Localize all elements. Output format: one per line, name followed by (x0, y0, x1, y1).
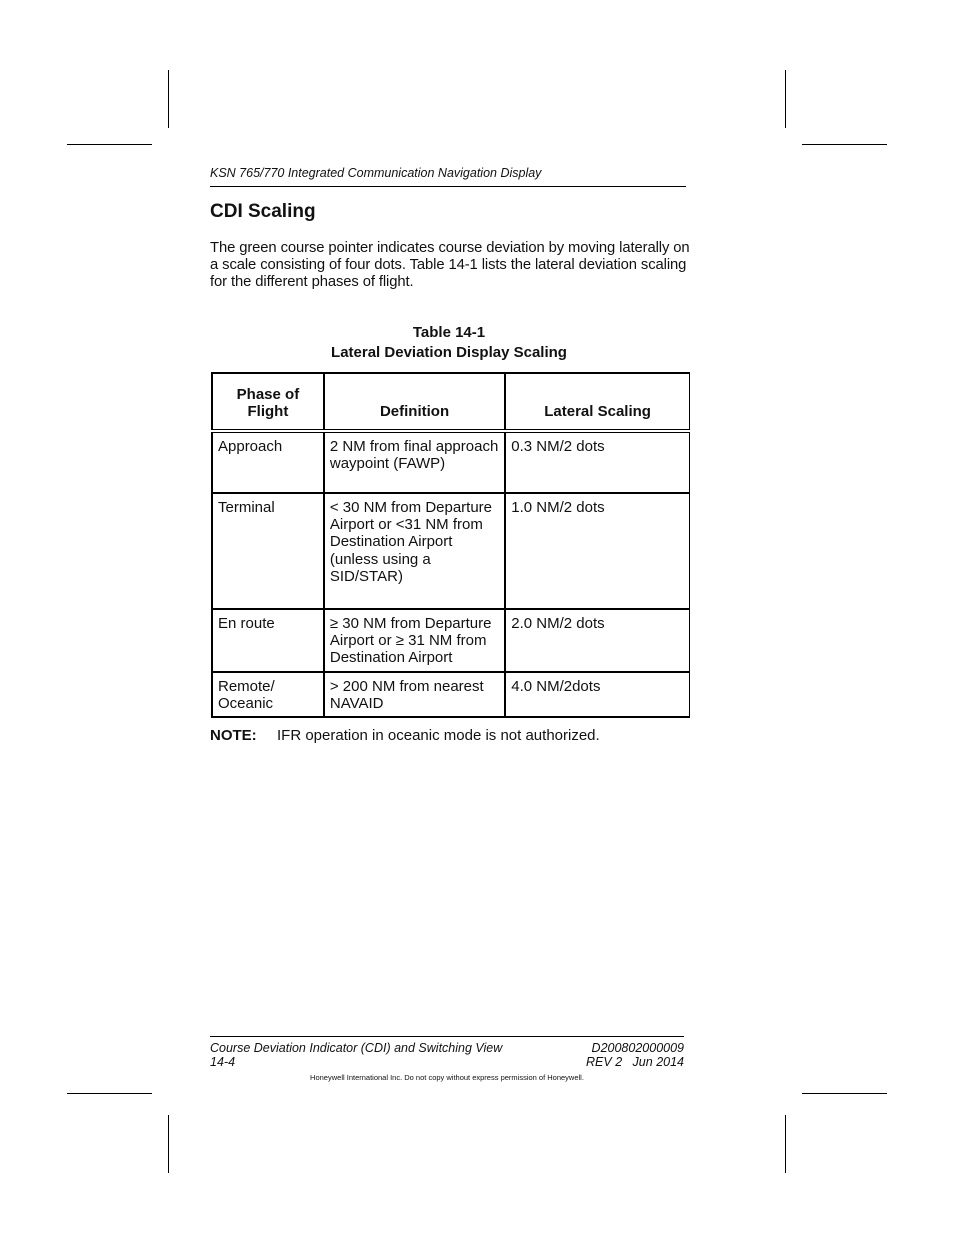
footer-page-number: 14-4 (210, 1055, 236, 1069)
crop-mark (67, 144, 152, 145)
table-caption (210, 323, 688, 363)
note-text: IFR operation in oceanic mode is not authorized. (277, 727, 600, 744)
scaling-cell: 0.3 NM/2 dots (505, 431, 689, 493)
definition-cell: > 200 NM from nearest NAVAID (324, 672, 505, 717)
section-title: CDI Scaling (210, 201, 316, 222)
running-header: KSN 765/770 Integrated Communication Navigation Display (210, 166, 686, 187)
phase-cell: En route (212, 609, 324, 672)
page-footer (210, 1036, 684, 1069)
table-number: Table 14-1 (412, 324, 486, 341)
phase-cell: Approach (212, 431, 324, 493)
scaling-cell: 1.0 NM/2 dots (505, 493, 689, 609)
table-row (212, 493, 690, 609)
crop-mark (802, 144, 887, 145)
crop-mark (785, 1115, 786, 1173)
note (210, 727, 600, 744)
table-title: Lateral Deviation Display Scaling (331, 344, 567, 361)
footer-chapter-title: Course Deviation Indicator (CDI) and Switching View (210, 1041, 503, 1055)
column-header-scaling: Lateral Scaling (505, 373, 689, 431)
column-header-definition: Definition (324, 373, 505, 431)
definition-cell: ≥ 30 NM from Departure Airport or ≥ 31 NM from Destination Airport (324, 609, 505, 672)
copyright-notice: Honeywell International Inc. Do not copy without express permission of Honeywell. (310, 1073, 584, 1082)
table-header-row (212, 373, 690, 431)
table-row (212, 609, 690, 672)
scaling-cell: 4.0 NM/2dots (505, 672, 689, 717)
intro-paragraph: The green course pointer indicates course deviation by moving laterally on a scale consisting of four dots. Table 14-1 lists the lateral deviation scaling for the different phases of flight. (210, 240, 690, 290)
column-header-phase: Phase of Flight (212, 373, 324, 431)
definition-cell: < 30 NM from Departure Airport or <31 NM from Destination Airport (unless using a SID/STAR) (324, 493, 505, 609)
definition-cell: 2 NM from final approach waypoint (FAWP) (324, 431, 505, 493)
crop-mark (168, 1115, 169, 1173)
footer-doc-number: D200802000009 (591, 1041, 684, 1055)
footer-revision: REV 2 Jun 2014 (586, 1055, 684, 1069)
crop-mark (785, 70, 786, 128)
phase-cell: Remote/ Oceanic (212, 672, 324, 717)
lateral-scaling-table (211, 372, 690, 718)
crop-mark (168, 70, 169, 128)
table-row (212, 431, 690, 493)
scaling-cell: 2.0 NM/2 dots (505, 609, 689, 672)
crop-mark (802, 1093, 887, 1094)
note-label: NOTE: (210, 727, 257, 744)
table-row (212, 672, 690, 717)
crop-mark (67, 1093, 152, 1094)
phase-cell: Terminal (212, 493, 324, 609)
